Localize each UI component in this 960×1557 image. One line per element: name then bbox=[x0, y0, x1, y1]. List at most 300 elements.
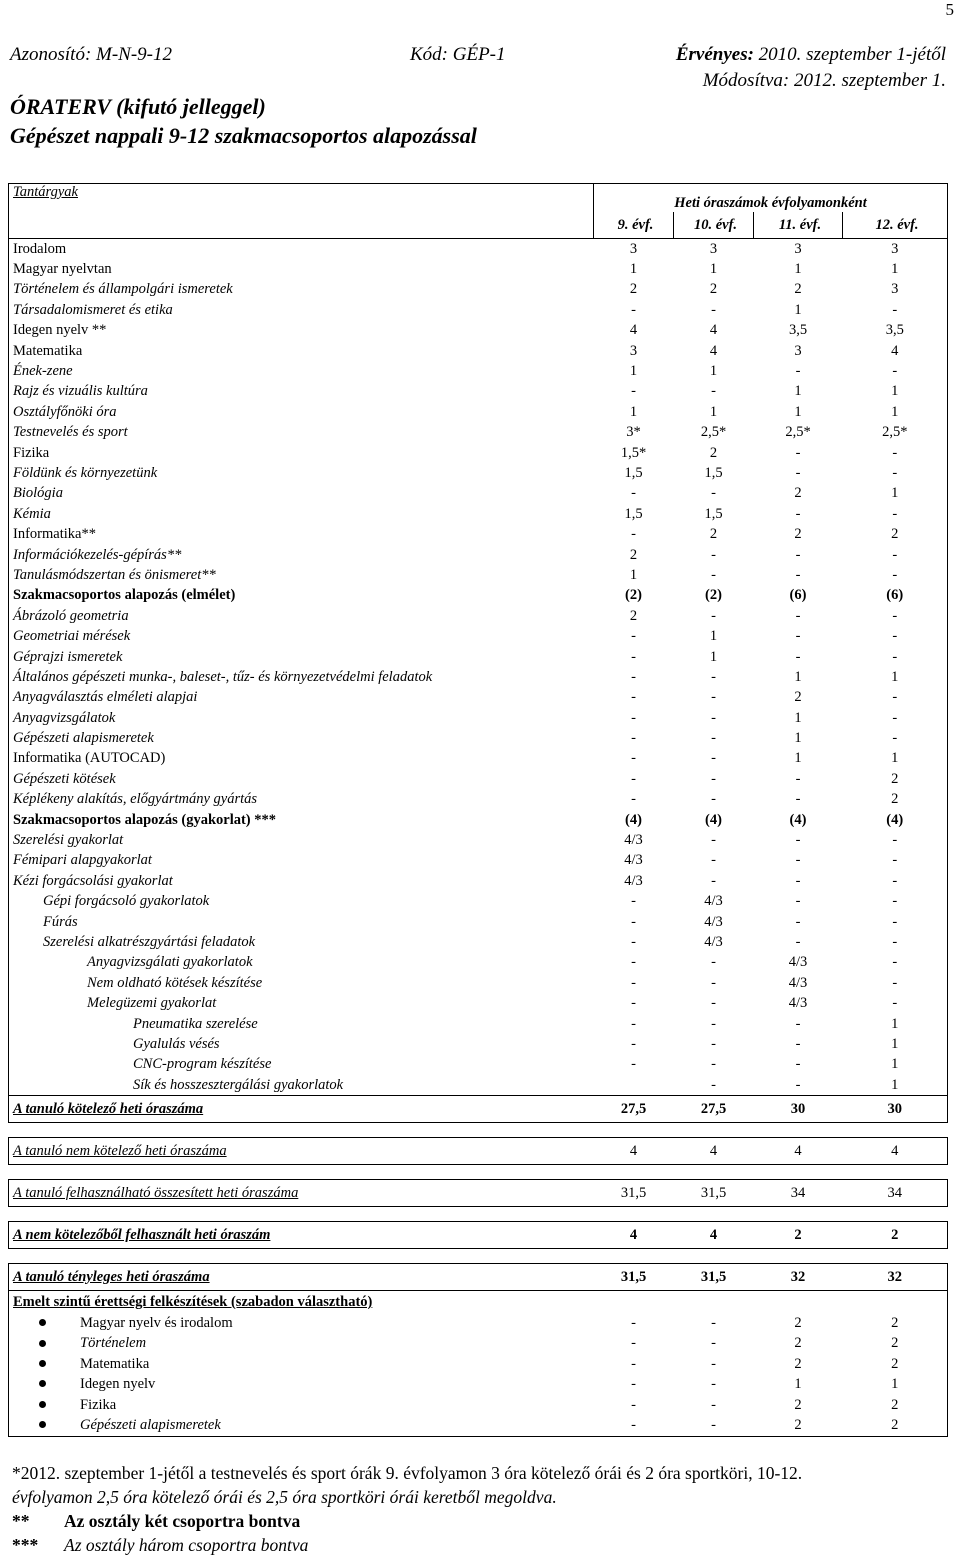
hours-cell: - bbox=[795, 1056, 801, 1073]
subject-name: Képlékeny alakítás, előgyártmány gyártás bbox=[9, 790, 594, 810]
emelt-title-row bbox=[9, 1291, 948, 1314]
hours-cell: - bbox=[631, 1335, 636, 1352]
hours-cell: (2) bbox=[625, 587, 642, 604]
hours-cell: - bbox=[631, 689, 636, 706]
subject-name: Gyalulás vésés bbox=[9, 1034, 594, 1054]
table-row bbox=[9, 300, 948, 320]
table-row bbox=[9, 851, 948, 871]
total-value: 30 bbox=[843, 1096, 948, 1123]
hours-cell: 1 bbox=[709, 363, 718, 380]
hours-cell: 2 bbox=[794, 689, 802, 706]
hours-cell: - bbox=[631, 1396, 636, 1413]
bullet-icon bbox=[39, 1421, 46, 1428]
footnote-2-mark: ** bbox=[12, 1511, 30, 1531]
emelt-row bbox=[9, 1334, 948, 1354]
hours-cell: 2 bbox=[709, 281, 718, 298]
table-row bbox=[9, 504, 948, 524]
hours-cell: 4/3 bbox=[704, 933, 723, 950]
hours-cell: 1 bbox=[843, 484, 948, 504]
hours-cell: 4/3 bbox=[788, 995, 808, 1012]
table-row bbox=[9, 545, 948, 565]
hours-cell: - bbox=[631, 1376, 636, 1393]
total-row bbox=[9, 1138, 948, 1165]
hours-cell: - bbox=[843, 300, 948, 320]
hours-cell: 1,5 bbox=[624, 464, 643, 481]
hours-cell: - bbox=[795, 872, 801, 889]
hours-cell: - bbox=[843, 708, 948, 728]
hours-cell: - bbox=[795, 464, 801, 481]
hours-cell: 4/3 bbox=[624, 852, 643, 869]
hours-cell: 2 bbox=[843, 790, 948, 810]
emelt-subject bbox=[9, 1313, 594, 1333]
subject-name: Fizika bbox=[9, 443, 594, 463]
hours-cell: - bbox=[843, 912, 948, 932]
hours-cell: 2 bbox=[629, 281, 638, 298]
table-row bbox=[9, 586, 948, 606]
subject-name: Informatika** bbox=[9, 524, 594, 544]
hours-cell: - bbox=[843, 565, 948, 585]
hours-cell: - bbox=[843, 830, 948, 850]
table-row bbox=[9, 892, 948, 912]
table-row bbox=[9, 1075, 948, 1096]
hours-cell: 1 bbox=[709, 628, 718, 645]
hours-cell: - bbox=[631, 1035, 636, 1052]
hours-cell: 4 bbox=[843, 341, 948, 361]
table-row bbox=[9, 1034, 948, 1054]
hours-cell: - bbox=[711, 852, 716, 869]
hours-cell: - bbox=[795, 1035, 801, 1052]
hours-cell: - bbox=[631, 1315, 636, 1332]
curriculum-table-container bbox=[8, 183, 947, 1437]
hours-cell: - bbox=[843, 932, 948, 952]
ervenyes-label: Érvényes: bbox=[675, 44, 754, 65]
hours-cell: - bbox=[795, 648, 801, 665]
page-title: ÓRATERV (kifutó jelleggel) bbox=[10, 94, 266, 119]
hours-cell: (4) bbox=[789, 811, 807, 828]
table-row bbox=[9, 830, 948, 850]
subject-name: Testnevelés és sport bbox=[9, 423, 594, 443]
emelt-subject-label: Fizika bbox=[80, 1396, 117, 1413]
hours-cell: - bbox=[795, 893, 801, 910]
table-row bbox=[9, 565, 948, 585]
table-row bbox=[9, 321, 948, 341]
hours-cell: 1 bbox=[843, 1055, 948, 1075]
hours-cell: - bbox=[631, 730, 636, 747]
total-label: A tanuló nem kötelező heti óraszáma bbox=[9, 1138, 594, 1165]
table-row bbox=[9, 423, 948, 443]
hours-cell: - bbox=[631, 526, 636, 543]
total-value: 32 bbox=[843, 1264, 948, 1291]
subject-name: Geometriai mérések bbox=[9, 626, 594, 646]
hours-cell: 1 bbox=[709, 261, 718, 278]
year-header: 10. évf. bbox=[674, 212, 754, 239]
table-row bbox=[9, 484, 948, 504]
hours-cell: - bbox=[843, 851, 948, 871]
subject-name: Osztályfőnöki óra bbox=[9, 402, 594, 422]
subject-name: Ábrázoló geometria bbox=[9, 606, 594, 626]
hours-cell: - bbox=[631, 383, 636, 400]
table-row bbox=[9, 871, 948, 891]
table-row bbox=[9, 382, 948, 402]
hours-cell: 3 bbox=[629, 342, 638, 359]
hours-cell: - bbox=[631, 1056, 636, 1073]
subject-name: Földünk és környezetünk bbox=[9, 463, 594, 483]
table-row bbox=[9, 912, 948, 932]
page-subtitle: Gépészet nappali 9-12 szakmacsoportos alapozással bbox=[10, 123, 477, 148]
subject-name: Történelem és állampolgári ismeretek bbox=[9, 280, 594, 300]
hours-cell: 3 bbox=[594, 239, 674, 260]
hours-cell: 2 bbox=[794, 1315, 802, 1332]
hours-cell: - bbox=[795, 505, 801, 522]
hours-cell: 1 bbox=[843, 1014, 948, 1034]
hours-cell: - bbox=[843, 647, 948, 667]
table-row bbox=[9, 953, 948, 973]
subject-name: Tanulásmódszertan és önismeret** bbox=[9, 565, 594, 585]
hours-cell: 4/3 bbox=[624, 872, 643, 889]
hours-cell: 1,5* bbox=[620, 444, 647, 461]
hours-cell: - bbox=[711, 974, 716, 991]
spacer-row bbox=[9, 1165, 948, 1180]
hours-cell: (4) bbox=[705, 811, 722, 828]
hours-cell: 4/3 bbox=[624, 832, 643, 849]
hours-cell: - bbox=[631, 954, 636, 971]
hours-cell: - bbox=[711, 566, 716, 583]
hours-cell: - bbox=[631, 648, 636, 665]
hours-cell: - bbox=[795, 852, 801, 869]
hours-cell: - bbox=[795, 933, 801, 950]
hours-cell: 1 bbox=[843, 402, 948, 422]
hours-cell: 1 bbox=[843, 1375, 948, 1395]
emelt-subject bbox=[9, 1334, 594, 1354]
hours-cell: (6) bbox=[789, 587, 807, 604]
hours-cell: - bbox=[843, 993, 948, 1013]
subject-name: Fúrás bbox=[9, 912, 594, 932]
hours-cell: - bbox=[711, 1335, 716, 1352]
hours-cell: 2 bbox=[794, 281, 802, 298]
subject-name: Biológia bbox=[9, 484, 594, 504]
hours-cell: - bbox=[843, 953, 948, 973]
spacer-row bbox=[9, 1123, 948, 1138]
hours-cell: - bbox=[795, 566, 801, 583]
hours-cell: 1 bbox=[794, 261, 802, 278]
hours-cell: - bbox=[631, 301, 636, 318]
table-row bbox=[9, 973, 948, 993]
total-value: 31,5 bbox=[594, 1180, 674, 1207]
hours-cell: 2 bbox=[843, 1354, 948, 1374]
hours-cell: 2 bbox=[843, 1415, 948, 1436]
hours-cell: - bbox=[711, 1315, 716, 1332]
hours-cell: - bbox=[631, 628, 636, 645]
table-row bbox=[9, 993, 948, 1013]
total-label: A tanuló felhasználható összesített heti óraszáma bbox=[9, 1180, 594, 1207]
hours-cell: - bbox=[631, 668, 636, 685]
hours-cell: - bbox=[711, 1355, 716, 1372]
emelt-row bbox=[9, 1375, 948, 1395]
hours-cell: 2 bbox=[709, 444, 718, 461]
year-header: 12. évf. bbox=[843, 212, 948, 239]
hours-cell: (4) bbox=[843, 810, 948, 830]
hours-cell: 4/3 bbox=[704, 893, 723, 910]
spacer-row bbox=[9, 1207, 948, 1222]
total-label: A tanuló tényleges heti óraszáma bbox=[9, 1264, 594, 1291]
table-row bbox=[9, 688, 948, 708]
total-value: 31,5 bbox=[674, 1180, 754, 1207]
table-row bbox=[9, 728, 948, 748]
hours-cell: 3* bbox=[626, 424, 641, 441]
hours-cell: - bbox=[843, 973, 948, 993]
hours-cell: - bbox=[843, 463, 948, 483]
table-row bbox=[9, 790, 948, 810]
footnote-3-text: Az osztály három csoportra bontva bbox=[64, 1535, 309, 1555]
hours-cell: 2 bbox=[709, 526, 718, 543]
hours-cell: - bbox=[631, 1355, 636, 1372]
footnotes bbox=[12, 1461, 952, 1557]
hours-cell: 2 bbox=[629, 546, 638, 563]
hours-cell: - bbox=[843, 361, 948, 381]
subject-name: Anyagvizsgálatok bbox=[9, 708, 594, 728]
subject-name: Szerelési gyakorlat bbox=[9, 830, 594, 850]
hours-cell: - bbox=[795, 1076, 801, 1093]
hours-cell: - bbox=[711, 485, 716, 502]
hours-cell: 1 bbox=[794, 403, 802, 420]
footnote-2-text: Az osztály két csoportra bontva bbox=[64, 1511, 301, 1531]
hours-cell: 2 bbox=[754, 1415, 843, 1436]
subject-name: Anyagválasztás elméleti alapjai bbox=[9, 688, 594, 708]
hours-cell: - bbox=[711, 832, 716, 849]
subject-name: CNC-program készítése bbox=[9, 1055, 594, 1075]
page-number: 5 bbox=[945, 0, 954, 19]
table-row bbox=[9, 524, 948, 544]
hours-cell: - bbox=[843, 504, 948, 524]
total-value: 4 bbox=[674, 1222, 754, 1249]
total-row bbox=[9, 1096, 948, 1123]
hours-cell: 2,5* bbox=[700, 424, 727, 441]
footnote-3 bbox=[12, 1533, 952, 1557]
subject-name: Melegüzemi gyakorlat bbox=[9, 993, 594, 1013]
table-row bbox=[9, 280, 948, 300]
subject-name: Általános gépészeti munka-, baleset-, tűz- és környezetvédelmi feladatok bbox=[9, 667, 594, 687]
hours-cell: 3 bbox=[843, 280, 948, 300]
hours-cell: 1 bbox=[843, 259, 948, 279]
hours-cell: - bbox=[843, 443, 948, 463]
hours-cell: - bbox=[631, 485, 636, 502]
total-value: 2 bbox=[754, 1222, 843, 1249]
footnote-3-mark: *** bbox=[12, 1535, 39, 1555]
hours-cell: - bbox=[795, 770, 801, 787]
hours-cell: - bbox=[594, 1415, 674, 1436]
hours-cell: (6) bbox=[843, 586, 948, 606]
hours-cell: 2 bbox=[794, 526, 802, 543]
hours-cell: 4/3 bbox=[704, 913, 723, 930]
hours-cell: 2,5* bbox=[843, 423, 948, 443]
hours-cell: 2 bbox=[843, 1313, 948, 1333]
table-row bbox=[9, 769, 948, 789]
hours-cell: - bbox=[711, 709, 716, 726]
total-value: 34 bbox=[754, 1180, 843, 1207]
hours-cell: 4/3 bbox=[788, 974, 808, 991]
hours-cell: - bbox=[843, 545, 948, 565]
hours-cell: 1 bbox=[843, 1034, 948, 1054]
table-row bbox=[9, 361, 948, 381]
hours-cell: - bbox=[711, 770, 716, 787]
hours-cell: 2 bbox=[843, 1334, 948, 1354]
hours-cell: - bbox=[711, 607, 716, 624]
hours-cell: 1 bbox=[794, 1376, 802, 1393]
total-value: 27,5 bbox=[594, 1096, 674, 1123]
bullet-icon bbox=[39, 1360, 46, 1367]
hours-cell: 1 bbox=[629, 403, 638, 420]
hours-cell: - bbox=[631, 893, 636, 910]
subject-name: Informatika (AUTOCAD) bbox=[9, 749, 594, 769]
hours-cell: - bbox=[711, 954, 716, 971]
total-value: 4 bbox=[674, 1138, 754, 1165]
hours-cell: - bbox=[631, 791, 636, 808]
hours-cell: - bbox=[795, 1015, 801, 1032]
emelt-subject bbox=[9, 1415, 594, 1436]
hours-cell: - bbox=[711, 995, 716, 1012]
table-row bbox=[9, 708, 948, 728]
hours-cell: - bbox=[711, 1056, 716, 1073]
hours-cell: 2 bbox=[794, 485, 802, 502]
subject-name: Kémia bbox=[9, 504, 594, 524]
hours-cell: 1 bbox=[629, 566, 638, 583]
emelt-subject bbox=[9, 1395, 594, 1415]
column-header-subjects: Tantárgyak bbox=[9, 184, 594, 239]
bullet-icon bbox=[39, 1340, 46, 1347]
subject-name: Szerelési alkatrészgyártási feladatok bbox=[9, 932, 594, 952]
hours-cell: 3 bbox=[794, 342, 802, 359]
kod: Kód: GÉP-1 bbox=[410, 44, 506, 65]
footnote-1: *2012. szeptember 1-jétől a testnevelés és sport órák 9. évfolyamon 3 óra kötelező órái és 2 óra sportköri, 10-12. bbox=[12, 1463, 803, 1483]
subject-name: Idegen nyelv ** bbox=[9, 321, 594, 341]
subject-name: Nem oldható kötések készítése bbox=[9, 973, 594, 993]
table-row bbox=[9, 463, 948, 483]
ervenyes-value: 2010. szeptember 1-jétől bbox=[753, 44, 946, 65]
hours-cell: 1 bbox=[709, 648, 718, 665]
hours-cell: - bbox=[631, 913, 636, 930]
hours-cell: 1 bbox=[843, 667, 948, 687]
subject-name: Irodalom bbox=[9, 239, 594, 260]
hours-cell: 1 bbox=[843, 1075, 948, 1096]
emelt-subject-label: Történelem bbox=[80, 1335, 147, 1352]
hours-cell: 1,5 bbox=[624, 505, 643, 522]
table-header-row bbox=[9, 184, 948, 213]
total-row bbox=[9, 1264, 948, 1291]
hours-cell: 1 bbox=[794, 301, 802, 318]
hours-cell: 3,5 bbox=[843, 321, 948, 341]
curriculum-table bbox=[8, 183, 948, 1437]
hours-cell: 1 bbox=[794, 730, 802, 747]
table-row bbox=[9, 932, 948, 952]
emelt-title: Emelt szintű érettségi felkészítések (szabadon választható) bbox=[9, 1291, 948, 1314]
document-header bbox=[10, 44, 946, 68]
hours-cell: 2 bbox=[843, 1395, 948, 1415]
hours-cell: - bbox=[795, 791, 801, 808]
emelt-row bbox=[9, 1354, 948, 1374]
total-value: 2 bbox=[843, 1222, 948, 1249]
hours-cell: - bbox=[843, 626, 948, 646]
ervenyes bbox=[676, 44, 946, 66]
footnote-2 bbox=[12, 1509, 952, 1533]
total-value: 30 bbox=[754, 1096, 843, 1123]
subject-name: Szakmacsoportos alapozás (elmélet) bbox=[9, 586, 594, 606]
total-label: A nem kötelezőből felhasznált heti óraszám bbox=[9, 1222, 594, 1249]
total-value: 4 bbox=[594, 1138, 674, 1165]
total-row bbox=[9, 1180, 948, 1207]
subject-name: Sík és hosszesztergálási gyakorlatok bbox=[9, 1075, 594, 1096]
hours-cell: - bbox=[795, 913, 801, 930]
hours-cell: - bbox=[631, 995, 636, 1012]
spacer bbox=[9, 1123, 948, 1138]
hours-cell: - bbox=[711, 1376, 716, 1393]
hours-cell: - bbox=[795, 546, 801, 563]
total-value: 31,5 bbox=[674, 1264, 754, 1291]
year-header: 9. évf. bbox=[594, 212, 674, 239]
table-row bbox=[9, 1055, 948, 1075]
total-value: 32 bbox=[754, 1264, 843, 1291]
hours-cell: - bbox=[631, 709, 636, 726]
emelt-subject-label: Idegen nyelv bbox=[80, 1376, 156, 1393]
total-value: 4 bbox=[754, 1138, 843, 1165]
hours-cell: - bbox=[711, 668, 716, 685]
table-row bbox=[9, 810, 948, 830]
table-row bbox=[9, 239, 948, 260]
hours-cell: - bbox=[711, 1396, 716, 1413]
hours-cell: 1 bbox=[794, 750, 802, 767]
hours-cell: 2 bbox=[794, 1355, 802, 1372]
hours-cell: - bbox=[711, 872, 716, 889]
hours-cell: - bbox=[843, 688, 948, 708]
hours-cell: - bbox=[795, 832, 801, 849]
total-value: 4 bbox=[594, 1222, 674, 1249]
hours-cell: - bbox=[795, 607, 801, 624]
table-row bbox=[9, 667, 948, 687]
subject-name: Társadalomismeret és etika bbox=[9, 300, 594, 320]
subject-name: Magyar nyelvtan bbox=[9, 259, 594, 279]
total-value: 27,5 bbox=[674, 1096, 754, 1123]
hours-cell: - bbox=[674, 1415, 754, 1436]
hours-cell: 1 bbox=[794, 668, 802, 685]
emelt-subject-label: Matematika bbox=[80, 1355, 150, 1372]
subject-name: Ének-zene bbox=[9, 361, 594, 381]
hours-cell: - bbox=[843, 606, 948, 626]
total-label: A tanuló kötelező heti óraszáma bbox=[9, 1096, 594, 1123]
hours-cell: - bbox=[843, 871, 948, 891]
subject-name: Fémipari alapgyakorlat bbox=[9, 851, 594, 871]
subject-name: Rajz és vizuális kultúra bbox=[9, 382, 594, 402]
hours-cell: 1 bbox=[629, 261, 638, 278]
hours-cell: - bbox=[711, 546, 716, 563]
hours-cell: - bbox=[711, 689, 716, 706]
table-row bbox=[9, 443, 948, 463]
emelt-row bbox=[9, 1313, 948, 1333]
hours-cell: - bbox=[711, 1076, 716, 1093]
hours-cell: 1 bbox=[843, 382, 948, 402]
hours-cell: 3 bbox=[843, 239, 948, 260]
hours-cell: 2 bbox=[629, 607, 638, 624]
emelt-row bbox=[9, 1395, 948, 1415]
spacer-row bbox=[9, 1249, 948, 1264]
hours-cell: 1,5 bbox=[704, 464, 723, 481]
hours-cell: 1 bbox=[629, 363, 638, 380]
hours-cell: 4/3 bbox=[788, 954, 808, 971]
hours-cell: - bbox=[631, 933, 636, 950]
emelt-subject bbox=[9, 1354, 594, 1374]
modositva: Módosítva: 2012. szeptember 1. bbox=[702, 70, 946, 91]
subject-name: Szakmacsoportos alapozás (gyakorlat) *** bbox=[9, 810, 594, 830]
hours-cell bbox=[594, 1075, 674, 1096]
table-row bbox=[9, 647, 948, 667]
